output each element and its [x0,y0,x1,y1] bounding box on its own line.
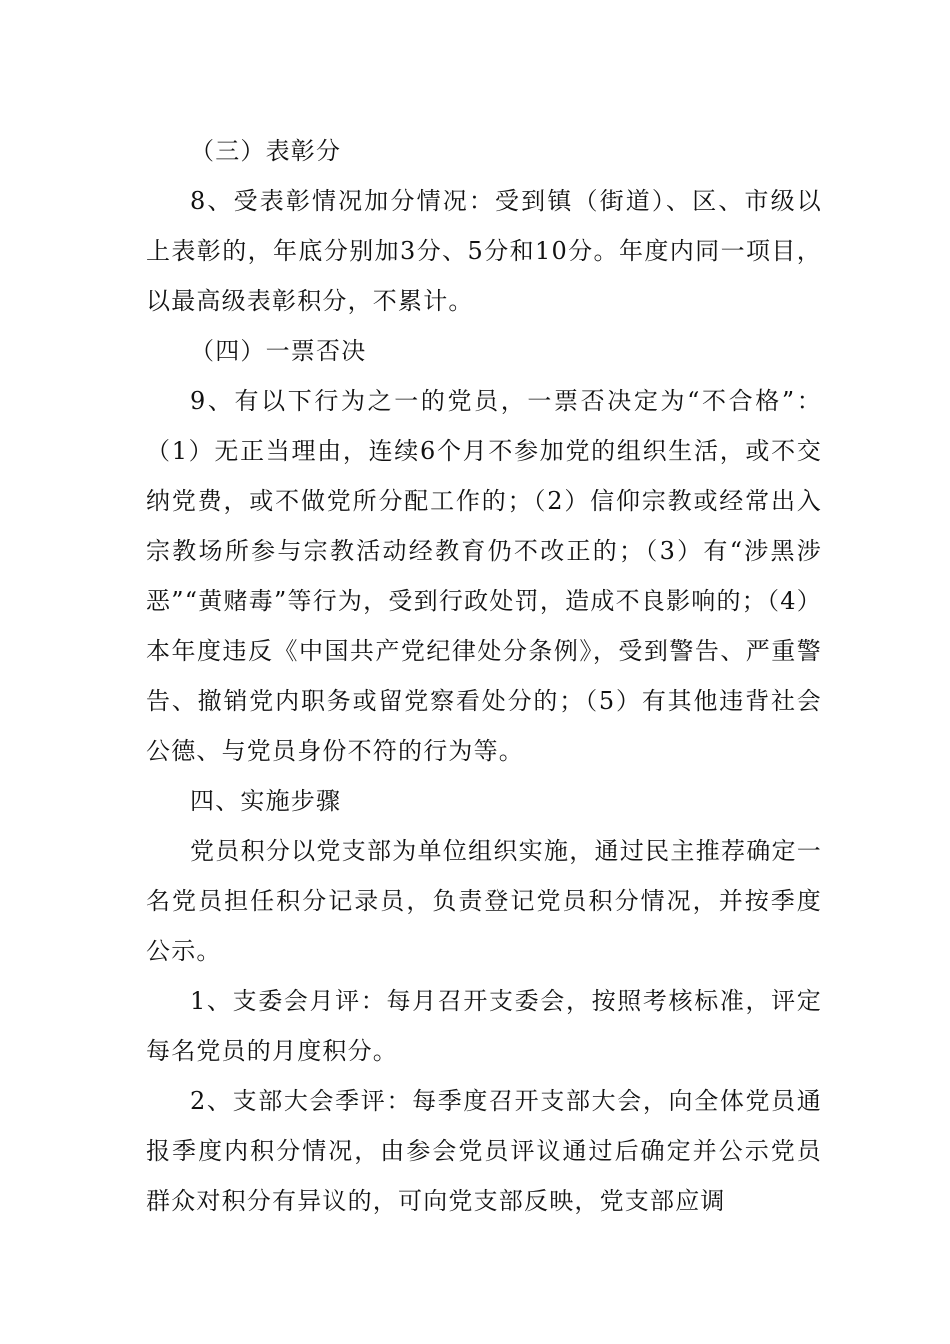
paragraph-item-9: 9、有以下行为之一的党员，一票否决定为“不合格”：（1）无正当理由，连续6个月不参加党的组织生活，或不交纳党费，或不做党所分配工作的；（2）信仰宗教或经常出入宗教场所参与宗教活动经教育仍不改正的；（3）有“涉黑涉恶”“黄赌毒”等行为，受到行政处罚，造成不良影响的；（4）本年度违反《中国共产党纪律处分条例》，受到警告、严重警告、撤销党内职务或留党察看处分的；（5）有其他违背社会公德、与党员身份不符的行为等。 [146,387,822,765]
paragraph-item-8: 8、受表彰情况加分情况：受到镇（街道）、区、市级以上表彰的，年底分别加3分、5分和10分。年度内同一项目，以最高级表彰积分，不累计。 [146,187,822,315]
paragraph-step-1: 1、支委会月评：每月召开支委会，按照考核标准，评定每名党员的月度积分。 [146,987,822,1065]
document-body [146,126,822,1226]
section-heading-commendation: （三）表彰分 [190,137,342,165]
paragraph-implementation-intro: 党员积分以党支部为单位组织实施，通过民主推荐确定一名党员担任积分记录员，负责登记党员积分情况，并按季度公示。 [146,837,822,965]
section-heading-veto: （四）一票否决 [190,337,367,365]
paragraph-step-2: 2、支部大会季评：每季度召开支部大会，向全体党员通报季度内积分情况，由参会党员评议通过后确定并公示党员群众对积分有异议的，可向党支部反映，党支部应调 [146,1087,822,1215]
section-heading-implementation: 四、实施步骤 [190,787,342,815]
